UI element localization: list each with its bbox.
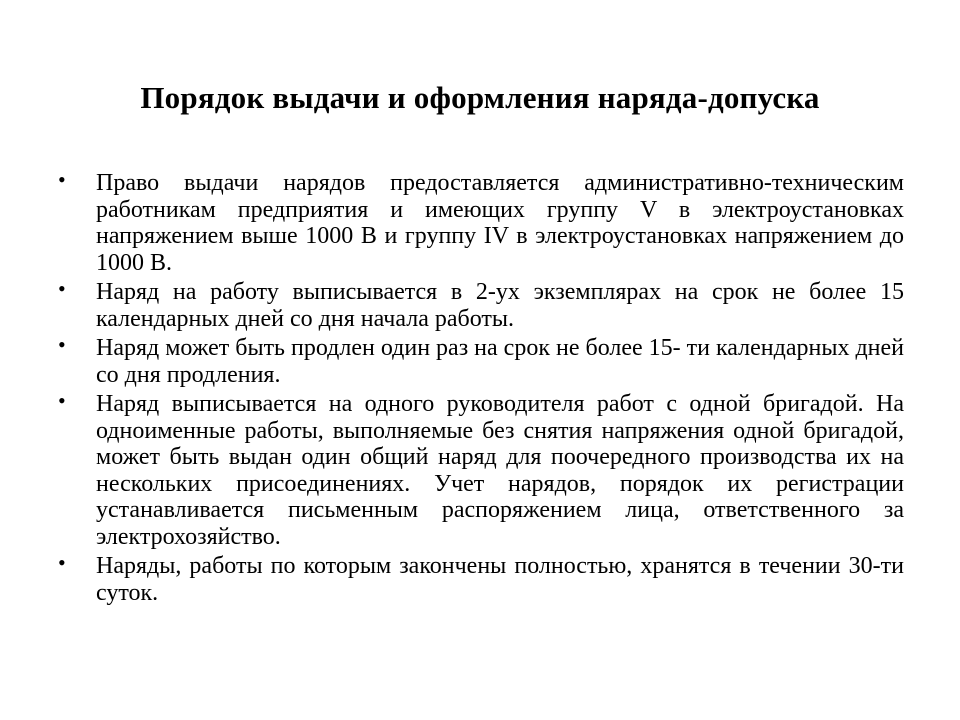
bullet-item xyxy=(56,276,904,332)
bullet-dot-icon: • xyxy=(58,550,66,575)
bullet-dot-icon: • xyxy=(58,332,66,357)
bullet-item xyxy=(56,550,904,606)
bullet-item xyxy=(56,167,904,276)
bullet-text: Наряд выписывается на одного руководителя работ с одной бригадой. На одноименные работы, выполняемые без снятия напряжения одной бригадой, может быть выдан один общий наряд для поочередного производства их на нескольких присоединениях. Учет нарядов, порядок их регистрации устанавливается письменным распоряжением лица, ответственного за электрохозяйство. xyxy=(96,391,904,550)
bullet-text: Наряды, работы по которым закончены полностью, хранятся в течении 30-ти суток. xyxy=(96,553,904,606)
bullet-item xyxy=(56,388,904,550)
bullet-text: Наряд может быть продлен один раз на срок не более 15- ти календарных дней со дня продления. xyxy=(96,335,904,388)
bullet-dot-icon: • xyxy=(58,167,66,192)
bullet-dot-icon: • xyxy=(58,388,66,413)
bullet-text: Наряд на работу выписывается в 2-ух экземплярах на срок не более 15 календарных дней со дня начала работы. xyxy=(96,279,904,332)
slide-title: Порядок выдачи и оформления наряда-допуска xyxy=(140,80,820,115)
bullet-list xyxy=(56,167,904,609)
bullet-dot-icon: • xyxy=(58,276,66,301)
bullet-text: Право выдачи нарядов предоставляется административно-техническим работникам предприятия и имеющих группу V в электроустановках напряжением выше 1000 В и группу IV в электроустановках напряжением до 1000 В. xyxy=(96,170,904,276)
bullet-item xyxy=(56,332,904,388)
